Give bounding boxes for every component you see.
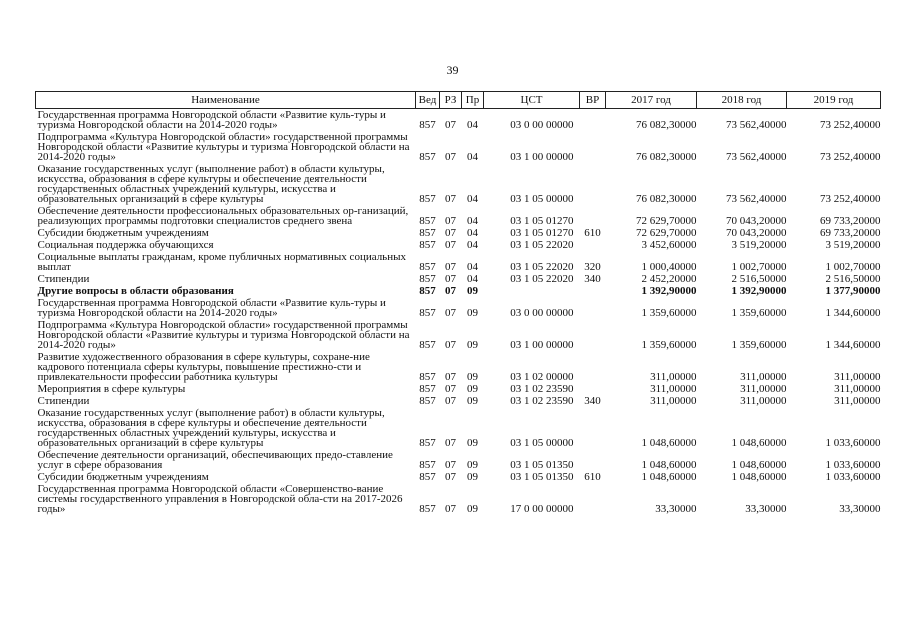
row-amount-2017: 311,00000 <box>650 371 697 383</box>
table-row <box>36 383 881 395</box>
row-name: Оказание государственных услуг (выполнение работ) в области культуры, искусства, образования в сфере культуры и обеспечение деятельности государственных областных учреждений культуры, искусства и образовательных организаций в сфере культуры <box>37 407 385 449</box>
row-amount-2017: 1 359,60000 <box>641 307 697 319</box>
row-amount-2019: 1 344,60000 <box>825 307 881 319</box>
table-row <box>36 205 881 227</box>
row-amount-2017: 3 452,60000 <box>641 239 697 251</box>
row-amount-2019: 69 733,20000 <box>820 227 881 239</box>
row-rz: 07 <box>445 339 456 351</box>
row-rz: 07 <box>445 503 456 515</box>
column-header-pr: Пр <box>462 92 484 109</box>
row-amount-2018: 70 043,20000 <box>726 215 787 227</box>
row-amount-2018: 2 516,50000 <box>731 273 787 285</box>
row-name: Стипендии <box>37 273 90 285</box>
row-vr <box>580 205 606 227</box>
row-cst: 03 1 00 00000 <box>510 151 574 163</box>
row-name: Субсидии бюджетным учреждениям <box>37 227 209 239</box>
row-ved: 857 <box>419 383 436 395</box>
column-header-2017: 2017 год <box>606 92 697 109</box>
row-ved: 857 <box>419 339 436 351</box>
row-amount-2018: 1 392,90000 <box>731 285 787 297</box>
row-amount-2019: 1 344,60000 <box>825 339 881 351</box>
row-vr: 320 <box>584 261 601 273</box>
row-pr: 09 <box>467 437 478 449</box>
row-vr: 610 <box>584 471 601 483</box>
row-name: Государственная программа Новгородской области «Развитие куль-туры и туризма Новгородской области на 2014-2020 годы» <box>37 297 386 319</box>
row-cst: 03 1 05 01270 <box>510 215 574 227</box>
row-rz: 07 <box>445 215 456 227</box>
row-name: Социальные выплаты гражданам, кроме публичных нормативных социальных выплат <box>37 251 406 273</box>
row-vr: 340 <box>584 273 601 285</box>
row-cst: 03 1 05 22020 <box>510 261 574 273</box>
row-ved: 857 <box>419 371 436 383</box>
column-header-vr: ВР <box>580 92 606 109</box>
row-name: Подпрограмма «Культура Новгородской области» государственной программы Новгородской области «Развитие культуры и туризма Новгородской области на 2014-2020 годы» <box>37 131 410 163</box>
row-name: Социальная поддержка обучающихся <box>37 239 214 251</box>
row-amount-2019: 311,00000 <box>834 395 881 407</box>
column-header-rz: РЗ <box>440 92 462 109</box>
row-amount-2017: 1 359,60000 <box>641 339 697 351</box>
row-amount-2017: 311,00000 <box>650 395 697 407</box>
row-pr: 04 <box>467 261 478 273</box>
row-amount-2017: 76 082,30000 <box>636 151 697 163</box>
row-ved: 857 <box>419 395 436 407</box>
row-ved: 857 <box>419 193 436 205</box>
row-name: Другие вопросы в области образования <box>37 285 234 297</box>
row-amount-2018: 33,30000 <box>745 503 787 515</box>
row-vr <box>580 319 606 351</box>
row-cst: 17 0 00 00000 <box>510 503 574 515</box>
row-name: Развитие художественного образования в сфере культуры, сохране-ние кадрового потенциала сферы культуры, повышение престижно-сти и привлекательности профессии работника культуры <box>37 351 370 383</box>
table-row <box>36 109 881 132</box>
row-amount-2017: 33,30000 <box>655 503 697 515</box>
row-cst: 03 1 05 00000 <box>510 193 574 205</box>
row-amount-2017: 311,00000 <box>650 383 697 395</box>
table-header <box>36 92 881 109</box>
table-row <box>36 273 881 285</box>
row-amount-2019: 33,30000 <box>839 503 881 515</box>
row-amount-2017: 1 392,90000 <box>641 285 697 297</box>
table-row <box>36 227 881 239</box>
row-amount-2019: 311,00000 <box>834 371 881 383</box>
row-cst: 03 0 00 00000 <box>510 307 574 319</box>
row-cst: 03 1 05 22020 <box>510 239 574 251</box>
table-row <box>36 163 881 205</box>
row-amount-2018: 1 359,60000 <box>731 307 787 319</box>
row-name: Оказание государственных услуг (выполнение работ) в области культуры, искусства, образования в сфере культуры и обеспечение деятельности государственных областных учреждений культуры, искусства и образовательных организаций в сфере культуры <box>37 163 385 205</box>
row-cst: 03 1 00 00000 <box>510 339 574 351</box>
row-amount-2017: 2 452,20000 <box>641 273 697 285</box>
row-name: Государственная программа Новгородской области «Совершенство-вание системы государственного управления в Новгородской обла-сти на 2017-2026 годы» <box>37 483 403 515</box>
row-cst: 03 1 05 01270 <box>510 227 574 239</box>
row-rz: 07 <box>445 459 456 471</box>
row-name: Мероприятия в сфере культуры <box>37 383 186 395</box>
row-name: Обеспечение деятельности профессиональных образовательных ор-ганизаций, реализующих программы подготовки специалистов среднего звена <box>37 205 409 227</box>
row-amount-2019: 311,00000 <box>834 383 881 395</box>
row-vr <box>580 297 606 319</box>
row-pr: 09 <box>467 339 478 351</box>
row-name: Обеспечение деятельности организаций, обеспечивающих предо-ставление услуг в сфере образования <box>37 449 393 471</box>
row-name: Стипендии <box>37 395 90 407</box>
row-ved: 857 <box>419 437 436 449</box>
row-vr <box>580 483 606 515</box>
column-header-name: Наименование <box>36 92 416 109</box>
row-pr: 04 <box>467 151 478 163</box>
row-amount-2017: 72 629,70000 <box>636 227 697 239</box>
column-header-cst: ЦСТ <box>484 92 580 109</box>
table-row <box>36 239 881 251</box>
row-amount-2019: 2 516,50000 <box>825 273 881 285</box>
table-row <box>36 297 881 319</box>
row-cst: 03 1 02 00000 <box>510 371 574 383</box>
row-ved: 857 <box>419 227 436 239</box>
row-amount-2018: 311,00000 <box>740 371 787 383</box>
table-row <box>36 319 881 351</box>
row-vr <box>580 383 606 395</box>
row-amount-2017: 76 082,30000 <box>636 119 697 131</box>
table-row <box>36 483 881 515</box>
row-vr <box>580 239 606 251</box>
row-amount-2019: 69 733,20000 <box>820 215 881 227</box>
row-name: Государственная программа Новгородской области «Развитие куль-туры и туризма Новгородской области на 2014-2020 годы» <box>37 109 386 131</box>
row-amount-2018: 311,00000 <box>740 395 787 407</box>
row-amount-2019: 1 377,90000 <box>825 285 881 297</box>
row-rz: 07 <box>445 471 456 483</box>
table-row <box>36 131 881 163</box>
row-cst: 03 0 00 00000 <box>510 119 574 131</box>
row-name: Подпрограмма «Культура Новгородской области» государственной программы Новгородской области «Развитие культуры и туризма Новгородской области на 2014-2020 годы» <box>37 319 410 351</box>
table-row <box>36 395 881 407</box>
row-ved: 857 <box>419 151 436 163</box>
row-vr: 340 <box>584 395 601 407</box>
row-ved: 857 <box>419 261 436 273</box>
budget-table <box>35 91 881 515</box>
row-amount-2018: 1 048,60000 <box>731 437 787 449</box>
row-ved: 857 <box>419 471 436 483</box>
table-row <box>36 251 881 273</box>
row-amount-2019: 73 252,40000 <box>820 119 881 131</box>
row-pr: 04 <box>467 273 478 285</box>
row-amount-2017: 1 000,40000 <box>641 261 697 273</box>
row-amount-2019: 73 252,40000 <box>820 151 881 163</box>
row-rz: 07 <box>445 285 456 297</box>
row-pr: 09 <box>467 307 478 319</box>
row-ved: 857 <box>419 503 436 515</box>
row-name: Субсидии бюджетным учреждениям <box>37 471 209 483</box>
row-cst: 03 1 02 23590 <box>510 395 574 407</box>
row-pr: 09 <box>467 383 478 395</box>
row-vr <box>580 163 606 205</box>
row-rz: 07 <box>445 395 456 407</box>
row-ved: 857 <box>419 215 436 227</box>
row-amount-2018: 1 048,60000 <box>731 471 787 483</box>
row-cst: 03 1 05 01350 <box>510 459 574 471</box>
row-ved: 857 <box>419 119 436 131</box>
row-amount-2019: 1 033,60000 <box>825 471 881 483</box>
row-amount-2017: 1 048,60000 <box>641 437 697 449</box>
row-cst: 03 1 02 23590 <box>510 383 574 395</box>
row-pr: 09 <box>467 371 478 383</box>
row-rz: 07 <box>445 239 456 251</box>
row-vr <box>580 351 606 383</box>
table-body <box>36 109 881 516</box>
table-row <box>36 471 881 483</box>
column-header-2018: 2018 год <box>697 92 787 109</box>
row-amount-2019: 1 002,70000 <box>825 261 881 273</box>
row-amount-2019: 73 252,40000 <box>820 193 881 205</box>
row-rz: 07 <box>445 227 456 239</box>
row-amount-2018: 1 359,60000 <box>731 339 787 351</box>
row-rz: 07 <box>445 261 456 273</box>
row-ved: 857 <box>419 239 436 251</box>
row-amount-2017: 72 629,70000 <box>636 215 697 227</box>
row-ved: 857 <box>419 285 436 297</box>
row-amount-2017: 1 048,60000 <box>641 471 697 483</box>
row-amount-2018: 311,00000 <box>740 383 787 395</box>
row-pr: 09 <box>467 395 478 407</box>
row-rz: 07 <box>445 273 456 285</box>
row-vr <box>580 131 606 163</box>
row-vr <box>580 407 606 449</box>
row-pr: 09 <box>467 471 478 483</box>
row-vr <box>580 285 606 297</box>
table-row <box>36 449 881 471</box>
row-ved: 857 <box>419 307 436 319</box>
row-ved: 857 <box>419 273 436 285</box>
row-pr: 04 <box>467 119 478 131</box>
row-amount-2018: 1 002,70000 <box>731 261 787 273</box>
row-cst: 03 1 05 00000 <box>510 437 574 449</box>
row-amount-2019: 3 519,20000 <box>825 239 881 251</box>
row-pr: 09 <box>467 503 478 515</box>
row-amount-2018: 73 562,40000 <box>726 119 787 131</box>
row-amount-2017: 76 082,30000 <box>636 193 697 205</box>
row-amount-2019: 1 033,60000 <box>825 437 881 449</box>
table-row <box>36 407 881 449</box>
row-vr: 610 <box>584 227 601 239</box>
row-pr: 04 <box>467 215 478 227</box>
row-amount-2018: 1 048,60000 <box>731 459 787 471</box>
row-pr: 09 <box>467 459 478 471</box>
row-amount-2018: 70 043,20000 <box>726 227 787 239</box>
column-header-2019: 2019 год <box>787 92 881 109</box>
row-rz: 07 <box>445 383 456 395</box>
row-rz: 07 <box>445 151 456 163</box>
row-pr: 04 <box>467 193 478 205</box>
row-cst: 03 1 05 01350 <box>510 471 574 483</box>
row-rz: 07 <box>445 371 456 383</box>
row-amount-2018: 73 562,40000 <box>726 193 787 205</box>
row-amount-2018: 73 562,40000 <box>726 151 787 163</box>
table-row <box>36 351 881 383</box>
row-cst: 03 1 05 22020 <box>510 273 574 285</box>
row-vr <box>580 109 606 132</box>
row-pr: 04 <box>467 239 478 251</box>
column-header-ved: Вед <box>416 92 440 109</box>
row-rz: 07 <box>445 193 456 205</box>
row-amount-2018: 3 519,20000 <box>731 239 787 251</box>
row-pr: 09 <box>467 285 478 297</box>
row-vr <box>580 449 606 471</box>
row-cst <box>484 285 580 297</box>
row-pr: 04 <box>467 227 478 239</box>
row-ved: 857 <box>419 459 436 471</box>
table-row <box>36 285 881 297</box>
row-rz: 07 <box>445 119 456 131</box>
row-rz: 07 <box>445 307 456 319</box>
row-rz: 07 <box>445 437 456 449</box>
page-number: 39 <box>446 63 459 77</box>
row-amount-2017: 1 048,60000 <box>641 459 697 471</box>
row-amount-2019: 1 033,60000 <box>825 459 881 471</box>
